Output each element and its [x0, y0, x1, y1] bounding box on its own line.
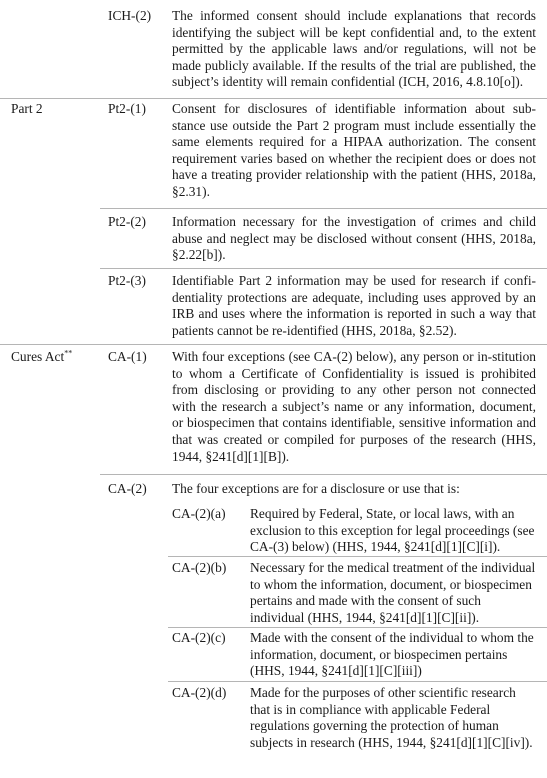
row-code: CA-(1)	[108, 349, 147, 364]
exception-text: Required by Federal, State, or local laws, with an exclusion to this exception for legal proceedings (see CA-(3) below) (HHS, 1944, §241[d][1][C][i]).	[250, 506, 535, 555]
row-divider	[0, 344, 547, 345]
cures-act-label: Cures Act	[11, 349, 65, 364]
section-label-cures-act	[11, 349, 72, 366]
row-code: ICH-(2)	[108, 8, 152, 23]
item-divider	[168, 627, 547, 628]
row-text: The four exceptions are for a disclosure or use that is:	[172, 481, 460, 496]
exception-code: CA-(2)(c)	[172, 630, 226, 645]
row-text: Identifiable Part 2 information may be used for research if confi-dentiality protections are adequate, including uses approved by an IRB and uses where the information is reported in such a way that patients cannot be re-identified (HHS, 2018a, §2.52).	[172, 273, 536, 338]
row-code: Pt2-(1)	[108, 101, 146, 116]
table-row-ca1	[0, 349, 547, 475]
exception-code: CA-(2)(a)	[172, 506, 226, 521]
exception-code: CA-(2)(d)	[172, 685, 227, 700]
row-divider	[100, 268, 547, 269]
table-row-ich2	[0, 8, 547, 98]
exception-text: Necessary for the medical treatment of the individual to whom the information, document, or biospecimen pertains and made with the consent of such individual (HHS, 1944, §241[d][1][C][ii]).	[250, 560, 536, 625]
section-label-part2: Part 2	[11, 101, 43, 116]
table-row-pt2-3	[0, 273, 547, 345]
exception-text: Made for the purposes of other scientific research that is in compliance with applicable Federal regulations governing the protection of human subjects in research (HHS, 1944, §241[d][1][C][iv]).	[250, 685, 533, 750]
row-code: CA-(2)	[108, 481, 147, 496]
row-text: Information necessary for the investigation of crimes and child abuse and neglect may be disclosed without consent (HHS, 2018a, §2.22[b]).	[172, 214, 536, 263]
row-divider	[100, 474, 547, 475]
row-text: Consent for disclosures of identifiable information about sub-stance use outside the Part 2 program must include essentially the same elements required for a HIPAA authorization. The consent requirement varies based on whether the recipient does or does not have a treating provider relationship with the patient (HHS, 2018a, §2.31).	[172, 101, 536, 199]
cures-act-footnote-mark: **	[64, 348, 73, 358]
table-row-pt2-2	[0, 214, 547, 270]
exception-text: Made with the consent of the individual to whom the information, document, or biospecimen pertains (HHS, 1944, §241[d][1][C][iii])	[250, 630, 534, 679]
exception-code: CA-(2)(b)	[172, 560, 227, 575]
row-divider	[0, 98, 547, 99]
row-code: Pt2-(2)	[108, 214, 146, 229]
row-code: Pt2-(3)	[108, 273, 146, 288]
item-divider	[168, 681, 547, 682]
row-text: With four exceptions (see CA-(2) below), any person or in-stitution to whom a Certificate of Confidentiality is issued is prohibited from disclosing or providing to any other person not connected with the research a subject’s name or any information, document, or biospecimen that contains identifiable, sensitive information and that was created or compiled for purposes of the research (HHS, 1944, §241[d][1][B]).	[172, 349, 536, 464]
table-row-pt2-1	[0, 101, 547, 205]
item-divider	[168, 556, 547, 557]
table-row-ca2	[0, 481, 547, 771]
row-text: The informed consent should include explanations that records identifying the subject will be kept confidential and, to the extent permitted by the applicable laws and/or regulations, will not be made publicly available. If the results of the trial are published, the subject’s identity will remain confidential (ICH, 2016, 4.8.10[o]).	[172, 8, 536, 90]
row-divider	[100, 208, 547, 209]
